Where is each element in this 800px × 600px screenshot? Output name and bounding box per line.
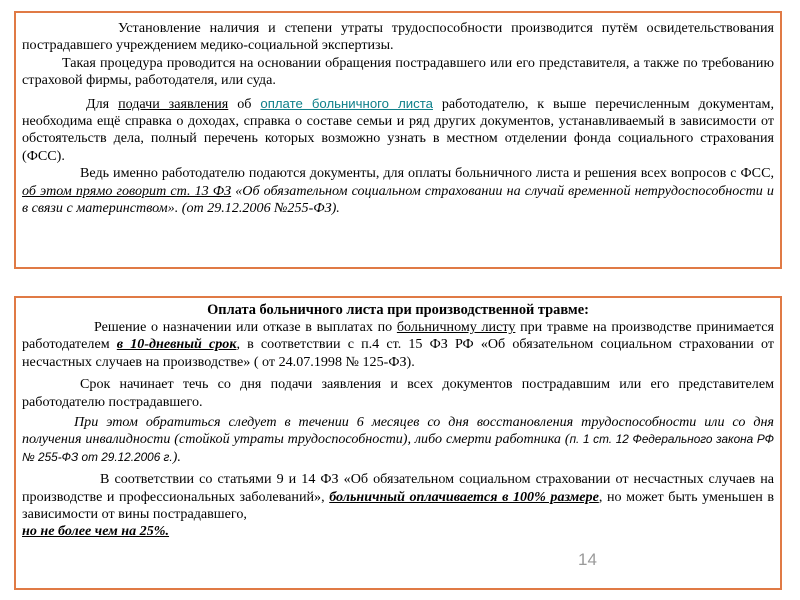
sick-leave-link-text: больничному листу [396, 319, 516, 335]
paragraph-full-payment [22, 471, 774, 541]
section-heading: Оплата больничного листа при производственной травме: [207, 302, 589, 318]
top-text-box [14, 11, 782, 269]
documents-list-text: работодателю, к выше перечисленным документам, необходима ещё справка о доходах, справка о составе семьи и ряд других документов, устанавливаемый в зависимости от обстоятельств дела, полный перечень которых возможно узнать в местном отделении фонда социального страхования (ФСС). [22, 95, 774, 164]
submit-application-text: подачи заявления [118, 95, 229, 112]
paragraph-employer-fss [22, 165, 774, 217]
law-article-13-reference: об этом прямо говорит ст. 13 ФЗ [22, 182, 232, 199]
decision-employer-text: при травме на производстве принимается работодателем [22, 319, 774, 353]
full-payment-intro-text: В соответствии со статьями 9 и 14 ФЗ «Об обязательном социальном страховании от несчастных случаев на производстве и профессиональных заболеваний», [22, 471, 774, 505]
bottom-text-box [14, 296, 782, 590]
paragraph-six-months [22, 414, 774, 466]
paragraph-procedure-basis: Такая процедура проводится на основании обращения пострадавшего или его представителя, а также по требованию страховой фирмы, работодателя, или суда. [22, 54, 774, 89]
decision-intro-text: Решение о назначении или отказе в выплатах по [94, 319, 393, 335]
reference-close-text: ). [172, 448, 181, 465]
ten-day-deadline-text: в 10-дневный срок [116, 336, 237, 353]
employer-fss-text: Ведь именно работодателю подаются документы, для оплаты больничного листа и решения всех вопросов с ФСС, [80, 165, 774, 182]
documents-intro-text: Для [86, 95, 110, 112]
law-title-text: «Об обязательном социальном страховании на случай временной нетрудоспособности и в связи с материнством». (от 29.12.2006 №255-ФЗ). [22, 182, 774, 217]
six-months-text: При этом обратиться следует в течении 6 месяцев со дня восстановления трудоспособности или со дня получения инвалидности (стойкой утраты трудоспособности), либо смерти работника ( [22, 414, 774, 448]
page-number: 14 [578, 550, 597, 569]
decision-law-text: , в соответствии с п.4 ст. 15 ФЗ РФ «Об обязательном социальном страховании от несчастных случаев на производстве» ( от 24.07.1998 № 125-ФЗ). [22, 336, 774, 370]
law-255-reference: п. 1 ст. 12 Федерального закона РФ № 255-ФЗ от 29.12.2006 г. [22, 432, 774, 464]
reduction-text: , но может быть уменьшен в зависимости от вины пострадавшего, [22, 488, 774, 523]
paragraph-term-start: Срок начинает течь со дня подачи заявления и всех документов пострадавшим или его представителем работодателю пострадавшего. [22, 376, 774, 410]
max-reduction-text: но не более чем на 25%. [22, 523, 170, 540]
paragraph-required-documents [22, 95, 774, 166]
sick-leave-payment-link[interactable]: оплате больничного листа [260, 95, 433, 111]
paragraph-decision-deadline [22, 319, 774, 371]
documents-about-text: об [237, 95, 252, 112]
paragraph-disability-assessment: Установление наличия и степени утраты трудоспособности производится путём освидетельствования пострадавшего учреждением медико-социальной экспертизы. [22, 20, 774, 54]
full-payment-amount-text: больничный оплачивается в 100% размере [329, 488, 599, 505]
